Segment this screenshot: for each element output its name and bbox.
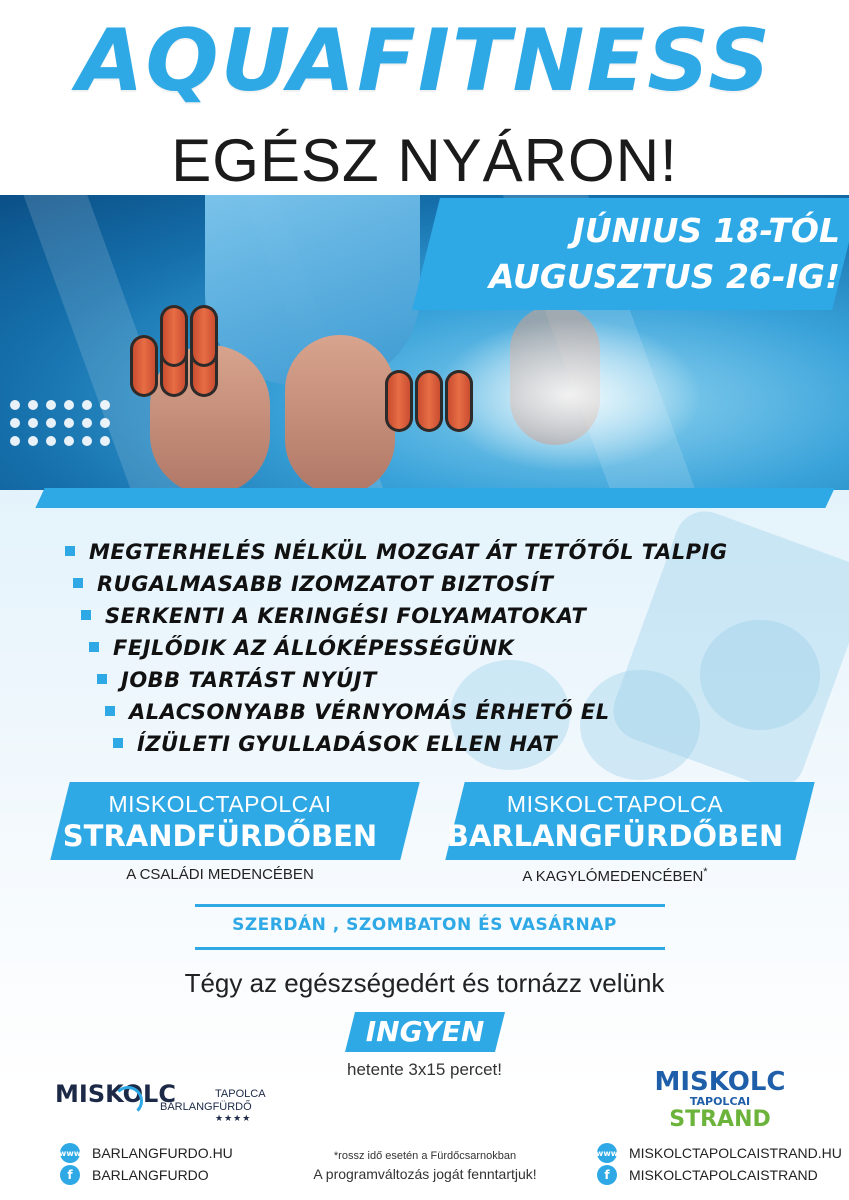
benefit-item: RUGALMASABB IZOMZATOT BIZTOSÍT [73,572,554,596]
square-bullet-icon [97,674,107,684]
venue-strand-pool: A CSALÁDI MEDENCÉBEN [126,866,314,883]
footnote: *rossz idő esetén a Fürdőcsarnokban A programváltozás jogát fenntartjuk! [313,1150,537,1182]
schedule-days: SZERDÁN , SZOMBATON ÉS VASÁRNAP [232,915,617,935]
wave-icon [113,1086,143,1116]
benefit-item: JOBB TARTÁST NYÚJT [97,668,377,692]
square-bullet-icon [81,610,91,620]
globe-icon: www [60,1143,80,1163]
poster-subtitle: EGÉSZ NYÁRON! [171,127,678,194]
contact-facebook-barlang[interactable]: f BARLANGFURDO [60,1165,209,1185]
contact-web-strand[interactable]: www MISKOLCTAPOLCAISTRAND.HU [595,1145,842,1161]
invite-text: Tégy az egészségedért és tornázz velünk [184,968,665,998]
barlangfurdo-logo: MISKOLC TAPOLCA BARLANGFÜRDŐ ★★★★ [55,1080,266,1124]
divider-stripe [35,488,834,508]
date-range [440,208,840,300]
benefit-item: FEJLŐDIK AZ ÁLLÓKÉPESSÉGÜNK [89,636,514,660]
venue-strand: MISKOLCTAPOLCAI STRANDFÜRDŐBEN [62,791,378,853]
square-bullet-icon [65,546,75,556]
date-start: JÚNIUS 18-TÓL [572,211,840,250]
venue-barlang-pool: A KAGYLÓMEDENCÉBEN* [522,866,708,885]
free-label: INGYEN [365,1015,485,1048]
contact-facebook-strand[interactable]: f MISKOLCTAPOLCAISTRAND [597,1165,818,1185]
date-end: AUGUSZTUS 26-IG! [488,257,840,296]
contact-web-barlang[interactable]: www BARLANGFURDO.HU [58,1145,233,1161]
days-rule-bottom [195,947,665,950]
days-rule-top [195,904,665,907]
benefit-item: SERKENTI A KERINGÉSI FOLYAMATOKAT [81,604,586,628]
benefit-item: ÍZÜLETI GYULLADÁSOK ELLEN HAT [113,732,557,756]
benefit-item: MEGTERHELÉS NÉLKÜL MOZGAT ÁT TETŐTŐL TALPIG [65,540,728,564]
square-bullet-icon [89,642,99,652]
facebook-icon: f [60,1165,80,1185]
weekly-duration: hetente 3x15 percet! [346,1060,502,1079]
venue-barlang: MISKOLCTAPOLCA BARLANGFÜRDŐBEN [446,791,784,853]
square-bullet-icon [105,706,115,716]
poster-title: AQUAFITNESS [76,11,773,111]
square-bullet-icon [113,738,123,748]
square-bullet-icon [73,578,83,588]
facebook-icon: f [597,1165,617,1185]
benefit-item: ALACSONYABB VÉRNYOMÁS ÉRHETŐ EL [105,700,610,724]
globe-icon: www [597,1143,617,1163]
strand-logo: MISKOLC TAPOLCAI STRAND [654,1067,786,1132]
